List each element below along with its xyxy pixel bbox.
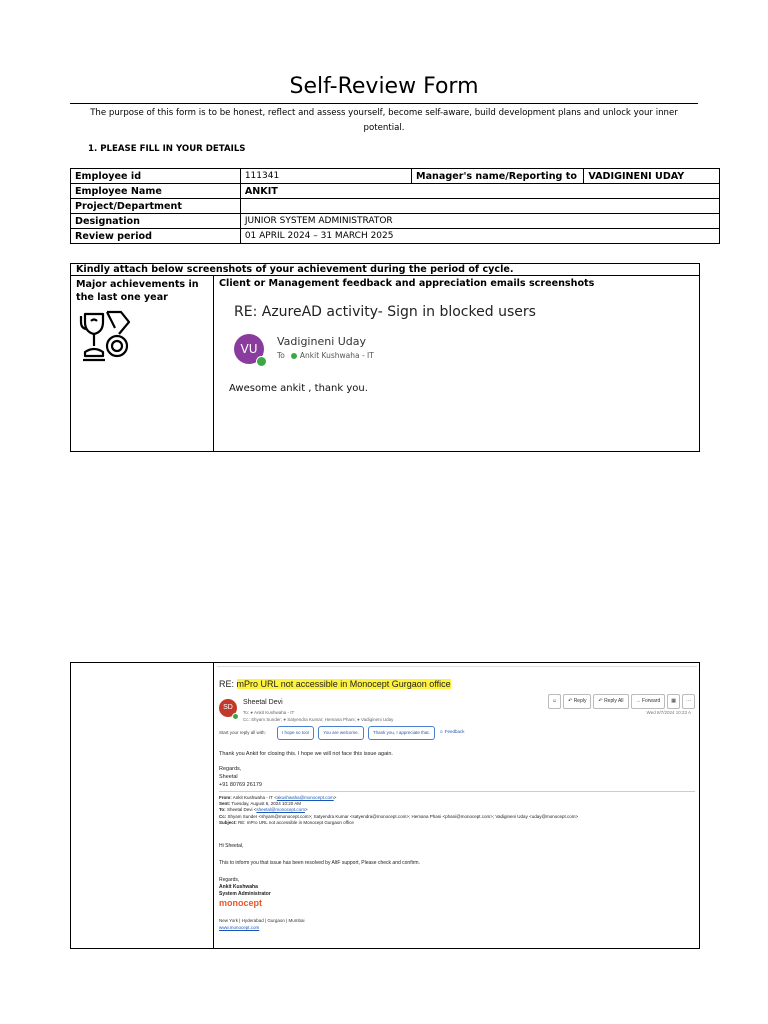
designation-label: Designation [71,214,241,229]
achievements-left-label: Major achievements in the last one year [76,279,199,303]
table-row [71,169,720,184]
sent-label: Sent: [219,801,231,807]
email2-to: To: ● Ankit Kushwaha - IT [243,710,295,715]
email2-sender: Sheetal Devi [243,699,283,706]
email2-date: Wed 8/7/2024 10:23 A [646,710,691,715]
email1-subject: RE: AzureAD activity- Sign in blocked users [234,304,536,320]
presence-icon [291,353,297,359]
signature-phone: +91 80769 26179 [219,782,262,788]
greeting: Hi Sheetal, [219,843,244,849]
column-divider [213,663,214,948]
suggested-reply-chip[interactable]: Thank you, I appreciate that. [368,726,435,740]
subject-label: Subject: [219,819,237,825]
designation-value: JUNIOR SYSTEM ADMINISTRATOR [240,214,719,229]
manager-label: Manager's name/Reporting to [412,169,584,184]
regards: Regards, [219,766,242,772]
feedback-link[interactable]: ☺ Feedback [438,729,465,734]
suggested-reply-chip[interactable]: You are welcome. [318,726,364,740]
subject-highlight: mPro URL not accessible in Monocept Gurgaon office [236,679,451,689]
to-value: Sheetal Devi < [226,807,257,813]
employee-name-value: ANKIT [240,184,719,199]
email1-recipients [277,351,374,360]
details-table [70,168,720,244]
to-email-link[interactable]: sheetal@monocept.com [256,807,305,813]
body-line: This to inform you that issue has been resolved by AltF support, Please check and confirm. [219,860,420,866]
forwarded-header: From: Ankit Kushwaha - IT <akushwaha@monocept.com> Sent: Tuesday, August 6, 2024 10:20 AM To: Sheetal Devi <sheetal@monocept.com> Cc: Shyam Sunder <shyam@monocept.com>; Satyendra Kumar <satyendra@monocept.com>; Hemana Phani <phani@monocept.com>; Vadigineni Uday <uday@monocept.com> Subject: RE: mPro URL not accessible in Monocept Gurgaon office [219,795,579,825]
signature-title: System Administrator [219,891,271,897]
purpose-text: The purpose of this form is to be honest, reflect and assess yourself, become self-aware, build development plans and unlock your inner potential. [90,108,678,133]
suggested-replies [277,726,465,740]
manager-value: VADIGINENI UDAY [584,169,720,184]
divider [219,791,695,792]
award-medal-icon [77,308,135,370]
from-label: From: [219,795,232,800]
table-row [71,184,720,199]
email2-subject [219,679,451,689]
section-heading: 1. PLEASE FILL IN YOUR DETAILS [88,144,246,154]
email2-screenshot [217,666,697,944]
achievements-table [70,263,700,452]
more-options-button[interactable]: ··· [682,694,695,709]
employee-id-label: Employee id [71,169,241,184]
reply-all-button[interactable]: ↶ Reply All [593,694,628,709]
from-value: Ankit Kushwaha - IT < [232,795,277,800]
email2-cc: Cc: Shyam Sunder; ● Satyendra Kumar; Hemana Phani; ● Vadigineni Uday [243,717,394,722]
signature-name: Ankit Kushwaha [219,884,258,890]
achievements-table-continued [70,662,700,949]
to-value: Ankit Kushwaha - IT [299,351,374,360]
subject-prefix: RE: [219,679,237,689]
to-label: To: [219,807,226,813]
review-period-label: Review period [71,229,241,244]
employee-id-value: 111341 [240,169,411,184]
subject-value: RE: mPro URL not accessible in Monocept Gurgaon office [238,819,354,825]
cc-value: Shyam Sunder <shyam@monocept.com>; Satyendra Kumar <satyendra@monocept.com>; Hemana Phani <phani@monocept.com>; Vadigineni Uday <uday@monocept.com> [227,813,579,819]
table-row [71,199,720,214]
office-locations: New York | Hyderabad | Gurgaon | Mumbai [219,918,305,923]
divider [217,666,697,667]
table-row [71,229,720,244]
email-toolbar [548,694,695,709]
online-status-icon [232,713,239,720]
achievements-right-label: Client or Management feedback and appreciation emails screenshots [219,278,595,289]
avatar: SD [219,699,237,717]
title-divider [70,103,698,104]
cc-label: Cc: [219,813,227,819]
body-line: Thank you Ankit for closing this. I hope we will not face this issue again. [219,751,393,757]
monocept-logo: monocept [219,898,263,908]
email1-sender: Vadigineni Uday [277,335,367,348]
online-status-icon [256,356,267,367]
signature-name: Sheetal [219,774,238,780]
suggested-reply-chip[interactable]: I hope so too! [277,726,314,740]
forwarded-body [219,843,695,898]
project-label: Project/Department [71,199,241,214]
sent-value: Tuesday, August 6, 2024 10:20 AM [231,801,301,807]
emoji-reaction-button[interactable]: ☺ [548,694,561,709]
project-value [240,199,719,214]
achievements-header: Kindly attach below screenshots of your achievement during the period of cycle. [71,264,699,276]
email2-body [219,750,695,789]
email1-body: Awesome ankit , thank you. [229,383,368,394]
to-label: To [277,351,285,360]
website-link[interactable]: www.monocept.com [219,925,260,930]
column-divider [213,276,214,451]
regards: Regards, [219,877,240,883]
review-period-value: 01 APRIL 2024 – 31 MARCH 2025 [240,229,719,244]
avatar: VU [234,334,264,364]
page-title: Self-Review Form [289,74,479,99]
reply-button[interactable]: ↶ Reply [563,694,591,709]
forward-button[interactable]: → Forward [631,694,666,709]
table-row [71,214,720,229]
teams-icon[interactable]: ▦ [667,694,680,709]
employee-name-label: Employee Name [71,184,241,199]
suggested-reply-label: Start your reply all with: [219,730,266,735]
from-email-link[interactable]: akushwaha@monocept.com [276,795,334,800]
